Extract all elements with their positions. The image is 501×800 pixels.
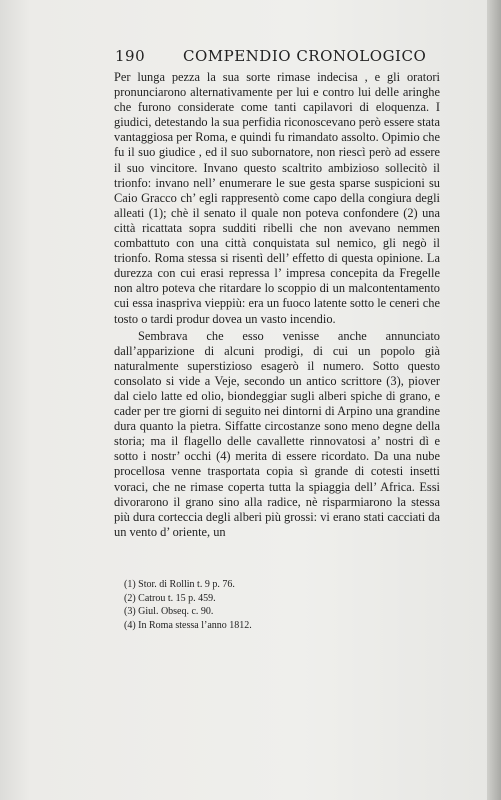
footnote-4: (4) In Roma stessa l’anno 1812.	[124, 619, 252, 631]
paragraph-1: Per lunga pezza la sua sorte rimase indecisa , e gli oratori pronunciarono alternativamente per lui e contro lui delle aringhe che furono considerate come tanti capilavori di eloquenza. I giudici, detestando la sua perfidia riconoscevano però essere stata vantaggiosa per Roma, e quindi fu rimandato assolto. Opimio che fu il suo giudice , ed il suo subornatore, non riescì però ad essere il suo vincitore. Invano questo scaltrito ambizioso sollecitò il trionfo: invano nell’ enumerare le sue gesta sparse suspicioni su Caio Gracco ch’ egli rappresentò come capo della congiura degli alleati (1); chè il senato il quale non poteva confondere (2) una città ricattata sopra sudditi ribelli che non avevano nemmen combattuto con una città conquistata sul nemico, gli negò il trionfo. Roma stessa si risentì dell’ effetto di questa opinione. La durezza con cui erasi repressa l’ impresa concepita da Fregelle non altro poteva che ritardare lo scoppio di un malcontentamento cui essa inaspriva vieppiù: era un fuoco latente sotto le ceneri che tosto o tardi produr dovea un vasto incendio.	[114, 70, 440, 326]
footnotes	[124, 578, 424, 632]
footnote-3: (3) Giul. Obseq. c. 90.	[124, 606, 214, 617]
footnote-2: (2) Catrou t. 15 p. 459.	[124, 592, 216, 604]
running-title: COMPENDIO CRONOLOGICO	[183, 47, 427, 65]
page-number: 190	[115, 47, 146, 65]
main-text	[114, 70, 440, 540]
book-spine-edge	[487, 0, 501, 800]
footnote-1: (1) Stor. di Rollin t. 9 p. 76.	[124, 579, 235, 590]
paragraph-2: Sembrava che esso venisse anche annunciato dall’apparizione di alcuni prodigi, di cui un popolo già naturalmente superstizioso esagerò il numero. Sotto questo consolato si vide a Veje, secondo un antico scrittore (3), piover dal cielo latte ed olio, biondeggiar sugli alberi spiche di grano, e cader per tre giorni di seguito nei dintorni di Arpino una grandine dura quanto la pietra. Siffatte circostanze sono meno degne della storia; ma il flagello delle cavallette rinnovatosi a’ nostri dì e sotto i nostr’ occhi (4) merita di essere ricordato. Da una nube procellosa venne trasportata copia sì grande di cotesti insetti voraci, che ne rimase coperta tutta la spiaggia dell’ Africa. Essi divorarono il grano sino alla radice, nè risparmiarono la stessa più dura corteccia degli alberi più grossi: vi erano stati cacciati da un vento d’ oriente, un	[114, 328, 440, 539]
running-header	[115, 47, 435, 67]
